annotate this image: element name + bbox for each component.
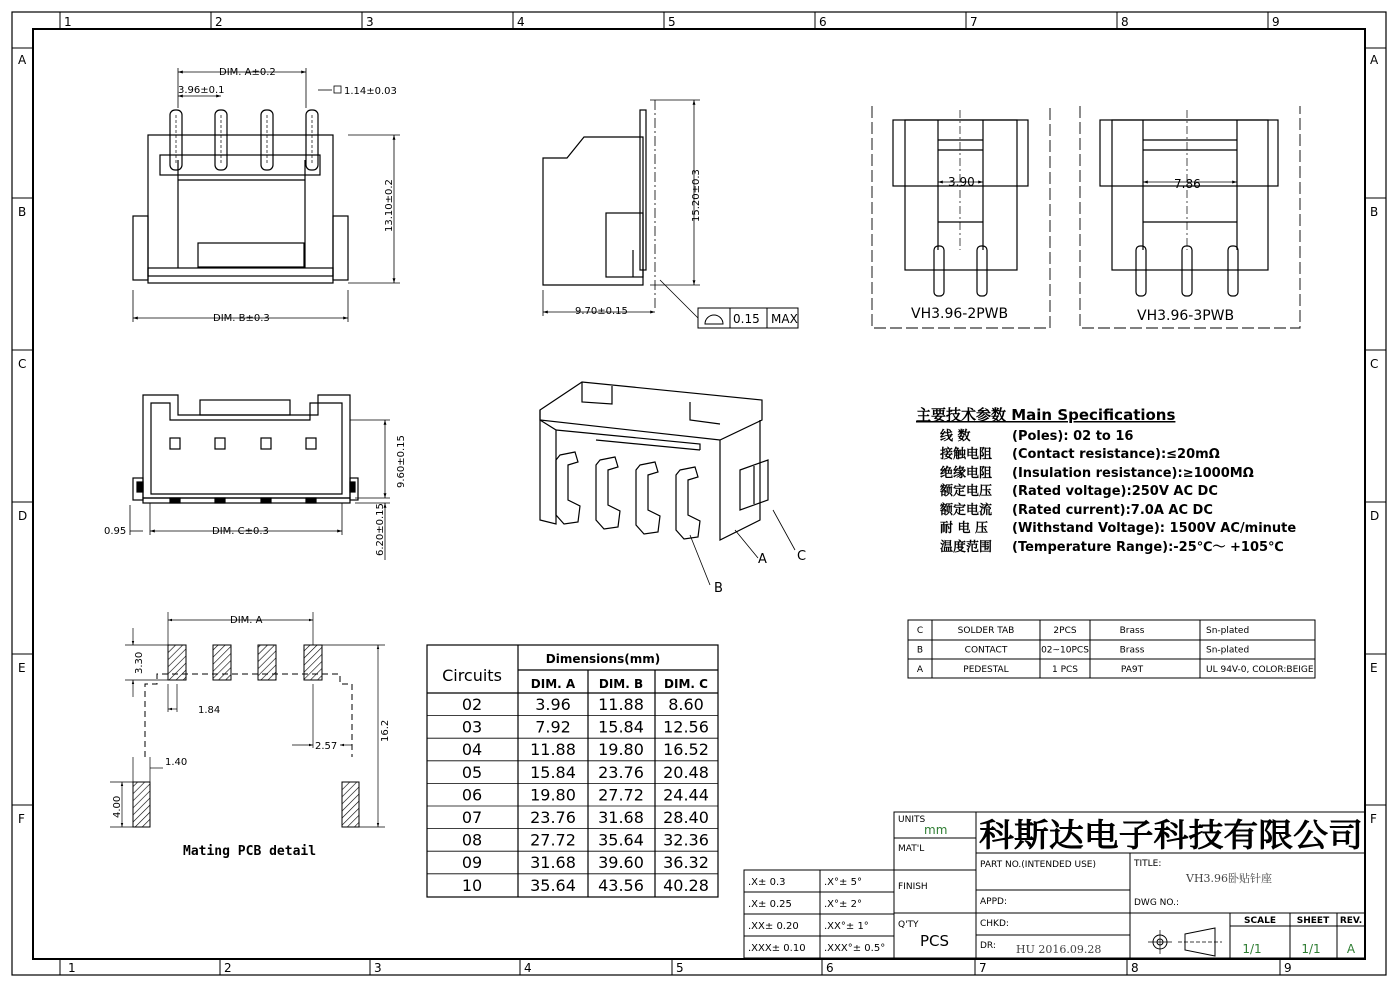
- circuit-count: 09: [461, 853, 483, 873]
- dimension-value: 28.40: [663, 808, 709, 827]
- bom-cell: CONTACT: [964, 645, 1008, 656]
- dimension-value: 16.52: [663, 740, 709, 760]
- variant-label: VH3.96-2PWB: [911, 306, 1009, 322]
- spec-label-cn: 接触电阻: [940, 447, 993, 462]
- part-no-label: PART NO.(INTENDED USE): [980, 860, 1096, 870]
- bom-cell: PEDESTAL: [963, 665, 1009, 675]
- top-view: [133, 68, 400, 322]
- bom-cell: Brass: [1119, 645, 1145, 656]
- front-height-upper: 9.60±0.15: [396, 435, 407, 488]
- circuit-count: 10: [461, 875, 483, 895]
- pcb-caption: Mating PCB detail: [183, 844, 317, 859]
- height-label: 13.10±0.2: [384, 179, 395, 232]
- circuit-count: 04: [461, 740, 483, 760]
- col-label: 9: [1272, 15, 1280, 29]
- spec-label-cn: 额定电压: [940, 484, 993, 499]
- dimension-value: 19.80: [598, 740, 644, 760]
- dimension-value: 15.84: [598, 717, 644, 737]
- pcb-d184: 1.84: [198, 705, 221, 716]
- row-label: D: [18, 509, 28, 523]
- col-label: 2: [215, 15, 223, 29]
- dimension-value: 3.96: [535, 695, 571, 714]
- pcb-d330: 3.30: [134, 651, 145, 674]
- spec-value: (Withstand Voltage): 1500V AC/minute: [1012, 521, 1297, 536]
- side-depth-label: 9.70±0.15: [575, 306, 628, 317]
- pcb-d140: 1.40: [165, 757, 188, 768]
- tolerance-cell: .X°± 5°: [824, 877, 862, 888]
- bom-table: [908, 620, 1315, 678]
- bom-cell: 1 PCS: [1051, 665, 1079, 675]
- spec-label-cn: 绝缘电阻: [940, 466, 993, 481]
- qty-label: Q'TY: [898, 920, 919, 930]
- iso-callouts: [714, 549, 806, 596]
- row-label: F: [1370, 812, 1377, 826]
- tolerance-cell: .XXX± 0.10: [748, 943, 806, 954]
- row-label: D: [1370, 509, 1380, 523]
- dwg-label: DWG NO.:: [1134, 898, 1180, 908]
- pcb-d162: 16.2: [380, 719, 391, 742]
- dimension-value: 32.36: [663, 830, 709, 850]
- circuit-count: 06: [461, 785, 483, 805]
- spec-value: (Contact resistance):≤20mΩ: [1012, 447, 1220, 462]
- col-label: 2: [224, 961, 232, 975]
- sheet-label: SHEET: [1296, 916, 1330, 926]
- matl-label: MAT'L: [898, 844, 925, 854]
- col-label: 9: [1284, 961, 1292, 975]
- title-value: VH3.96卧贴针座: [1186, 872, 1273, 885]
- appd-label: APPD:: [980, 897, 1007, 907]
- col-header-dim-a: DIM. A: [530, 677, 576, 691]
- spec-value: (Poles): 02 to 16: [1012, 429, 1134, 444]
- col-header-dim-b: DIM. B: [598, 677, 644, 691]
- dimension-value: 35.64: [530, 875, 576, 895]
- callout-b: B: [714, 581, 723, 596]
- col-label: 1: [64, 15, 72, 29]
- bom-cell: C: [916, 626, 924, 636]
- bom-cell: PA9T: [1120, 665, 1144, 675]
- variant-dim: 7.86: [1174, 177, 1201, 191]
- iso-view: [540, 382, 795, 585]
- spec-label-cn: 额定电流: [940, 503, 993, 518]
- variant-2pwb: [872, 106, 1050, 328]
- spec-value: (Rated voltage):250V AC DC: [1012, 484, 1218, 499]
- row-label: E: [1370, 661, 1378, 675]
- dimension-value: 23.76: [598, 762, 644, 782]
- circuit-count: 02: [461, 695, 483, 714]
- flatness-max: MAX: [771, 312, 798, 326]
- sheet-value: 1/1: [1301, 942, 1321, 956]
- col-header-dim-c: DIM. C: [664, 677, 708, 691]
- row-label: C: [1370, 357, 1379, 371]
- col-label: 4: [517, 15, 525, 29]
- col-label: 6: [826, 961, 834, 975]
- rev-value: A: [1346, 942, 1356, 956]
- tolerance-cell: .X± 0.3: [748, 877, 786, 888]
- spec-value: (Insulation resistance):≥1000MΩ: [1012, 466, 1254, 481]
- front-height-lower: 6.20±0.15: [375, 503, 386, 556]
- dimension-value: 8.60: [668, 695, 704, 714]
- dim-c-label: DIM. C±0.3: [212, 526, 269, 537]
- dimensions-header: Dimensions(mm): [545, 652, 661, 666]
- col-label: 7: [979, 961, 987, 975]
- tolerance-cell: .XXX°± 0.5°: [824, 943, 886, 954]
- spec-label-cn: 耐 电 压: [940, 521, 989, 536]
- dr-label: DR:: [980, 941, 996, 951]
- units-value: mm: [924, 823, 948, 837]
- pcb-detail: [110, 612, 385, 827]
- side-height-label: 15.20±0.3: [691, 169, 702, 222]
- dimension-value: 11.88: [530, 740, 576, 760]
- scale-label: SCALE: [1244, 916, 1276, 926]
- dimension-value: 12.56: [663, 717, 709, 737]
- row-label: A: [18, 53, 27, 67]
- row-label: B: [18, 205, 27, 219]
- spec-block: [916, 406, 1296, 555]
- bom-cell: 02~10PCS: [1041, 645, 1089, 656]
- tolerance-cell: .XX°± 1°: [824, 921, 869, 932]
- circuit-count: 07: [461, 808, 483, 827]
- dimension-value: 15.84: [530, 762, 576, 782]
- dimension-value: 35.64: [598, 830, 644, 850]
- callout-a: A: [758, 552, 767, 567]
- col-label: 5: [668, 15, 676, 29]
- spec-value: (Rated current):7.0A AC DC: [1012, 503, 1213, 518]
- side-view: [543, 100, 798, 328]
- tolerance-cell: .X± 0.25: [748, 899, 792, 910]
- callout-c: C: [797, 549, 807, 564]
- col-label: 4: [524, 961, 532, 975]
- dimension-value: 20.48: [663, 762, 709, 782]
- col-label: 7: [970, 15, 978, 29]
- scale-value: 1/1: [1242, 942, 1262, 956]
- bom-cell: Sn-plated: [1206, 645, 1250, 656]
- circuit-count: 08: [461, 830, 483, 850]
- variant-dim: 3.90: [948, 175, 975, 189]
- circuit-count: 03: [461, 717, 483, 737]
- spec-value: (Temperature Range):-25℃～ +105℃: [1012, 540, 1284, 555]
- circuits-header: Circuits: [442, 666, 502, 685]
- dimension-value: 31.68: [598, 808, 644, 827]
- dim-b-label: DIM. B±0.3: [213, 313, 270, 324]
- front-view-dims: [104, 435, 407, 556]
- variant-3pwb: [1080, 106, 1300, 328]
- circuit-count: 05: [461, 762, 483, 782]
- qty-value: PCS: [920, 932, 950, 950]
- bom-cell: Brass: [1119, 626, 1145, 636]
- pitch-label: 3.96±0.1: [178, 85, 225, 96]
- row-label: B: [1370, 205, 1379, 219]
- bom-cell: UL 94V-0, COLOR:BEIGE: [1206, 665, 1314, 675]
- pin-size-label: 1.14±0.03: [344, 86, 397, 97]
- dimension-value: 27.72: [530, 830, 576, 850]
- finish-label: FINISH: [898, 882, 928, 892]
- dim-a-label: DIM. A±0.2: [219, 67, 276, 78]
- dimension-table: [427, 645, 718, 897]
- col-label: 8: [1131, 961, 1139, 975]
- pcb-d400: 4.00: [112, 795, 123, 818]
- col-label: 8: [1121, 15, 1129, 29]
- row-label: F: [18, 812, 25, 826]
- col-label: 5: [676, 961, 684, 975]
- rev-label: REV.: [1339, 916, 1363, 926]
- dimension-value: 31.68: [530, 853, 576, 873]
- tolerance-cell: .X°± 2°: [824, 899, 862, 910]
- row-label: A: [1370, 53, 1379, 67]
- dimension-value: 40.28: [663, 875, 709, 895]
- dimension-value: 39.60: [598, 853, 644, 873]
- company-name: 科斯达电子科技有限公司: [979, 816, 1363, 854]
- bom-cell: 2PCS: [1053, 626, 1077, 636]
- spec-title: 主要技术参数 Main Specifications: [916, 406, 1176, 424]
- offset-label: 0.95: [104, 526, 127, 537]
- dimension-value: 27.72: [598, 785, 644, 805]
- tolerance-cell: .XX± 0.20: [748, 921, 799, 932]
- spec-label-cn: 线 数: [940, 429, 971, 444]
- col-label: 3: [374, 961, 382, 975]
- dimension-value: 36.32: [663, 853, 709, 873]
- flatness-value: 0.15: [733, 312, 760, 326]
- dr-value: HU 2016.09.28: [1016, 943, 1102, 956]
- dimension-value: 23.76: [530, 808, 576, 827]
- col-label: 1: [68, 961, 76, 975]
- dimension-value: 43.56: [598, 875, 644, 895]
- dimension-value: 11.88: [598, 695, 644, 714]
- variant-labels: [911, 175, 1234, 324]
- dimension-value: 24.44: [663, 785, 709, 805]
- chkd-label: CHKD:: [980, 919, 1009, 929]
- col-label: 3: [366, 15, 374, 29]
- dimension-value: 7.92: [535, 717, 571, 737]
- pcb-d257: 2.57: [315, 741, 338, 752]
- pcb-dim-a: DIM. A: [230, 615, 263, 626]
- title-label: TITLE:: [1134, 859, 1162, 869]
- units-label: UNITS: [898, 815, 926, 825]
- row-label: E: [18, 661, 26, 675]
- bom-cell: A: [916, 665, 924, 675]
- bom-cell: Sn-plated: [1206, 626, 1250, 636]
- bom-cell: B: [916, 645, 924, 656]
- bom-cell: SOLDER TAB: [957, 626, 1015, 636]
- col-label: 6: [819, 15, 827, 29]
- row-label: C: [18, 357, 27, 371]
- top-view-dims: [178, 67, 397, 324]
- spec-label-cn: 温度范围: [940, 540, 993, 555]
- dimension-value: 19.80: [530, 785, 576, 805]
- variant-label: VH3.96-3PWB: [1137, 308, 1235, 324]
- side-view-dims: [575, 169, 798, 326]
